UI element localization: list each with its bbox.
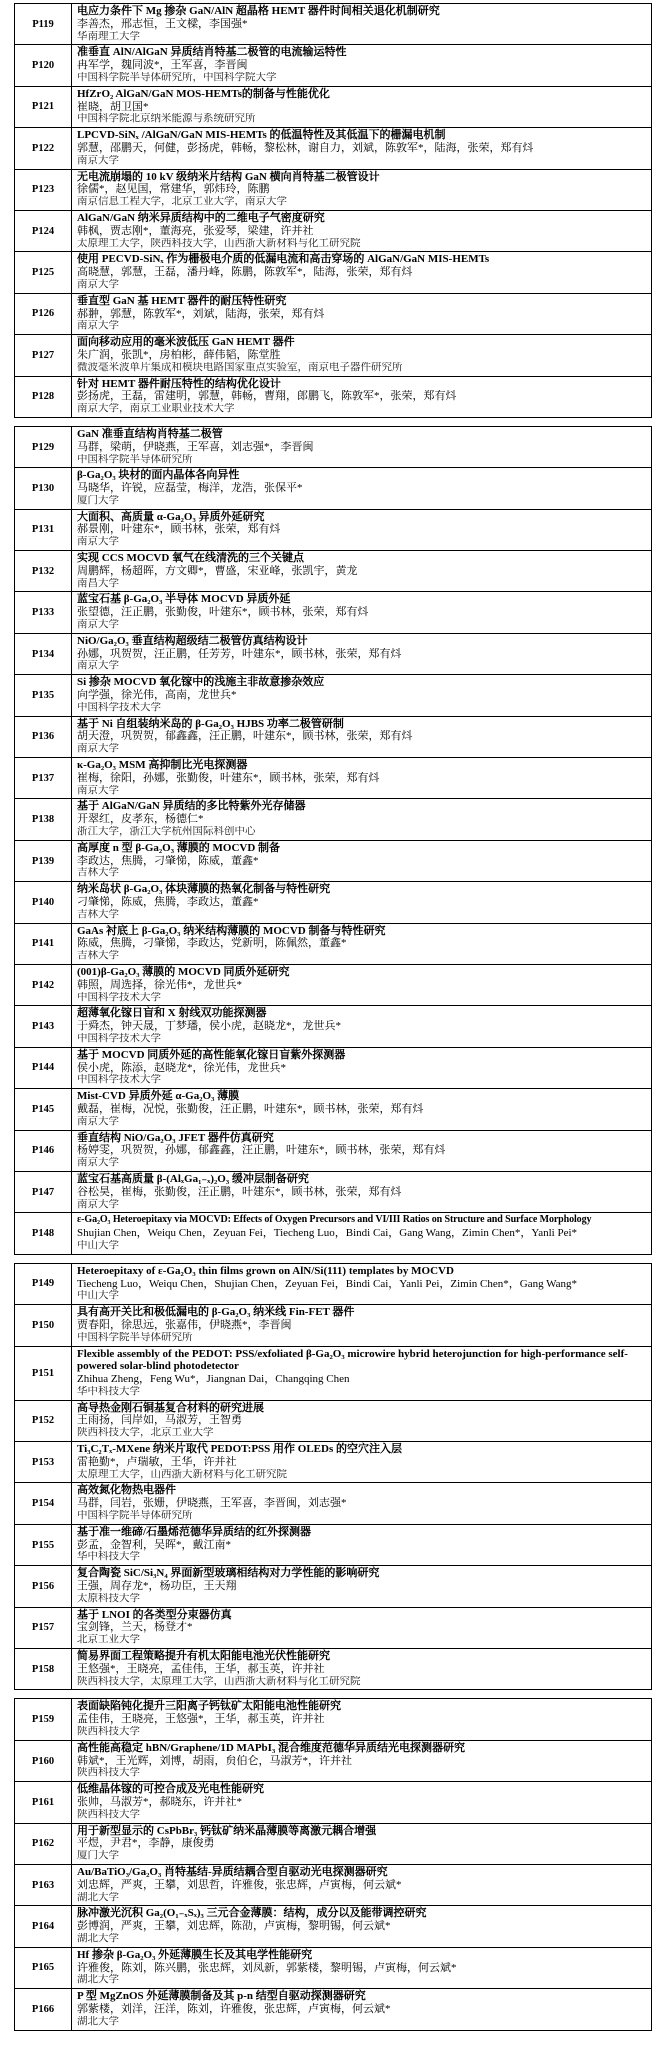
poster-affiliation: 南京大学 xyxy=(77,278,119,290)
poster-entry xyxy=(15,758,652,799)
poster-authors: 开翠红，皮孝东，杨德仁* xyxy=(77,813,204,826)
poster-id: P147 xyxy=(15,1171,72,1212)
poster-entry xyxy=(15,509,652,550)
poster-id: P152 xyxy=(15,1400,72,1441)
poster-authors: 韩斌*，王光辉，刘博，胡雨，贠伯仑，马淑芳*，许并社 xyxy=(77,1754,352,1767)
poster-affiliation: 陕西科技大学，北京工业大学 xyxy=(77,1427,214,1439)
poster-entry xyxy=(15,1130,652,1171)
poster-title: GaN 准垂直结构肖特基二极管 xyxy=(77,427,223,440)
poster-authors: 郝景刚，叶建东*，顾书林，张荣，郑有炓 xyxy=(77,523,281,536)
poster-entry xyxy=(15,1213,652,1254)
poster-affiliation: 太原科技大学 xyxy=(77,1592,140,1604)
poster-affiliation: 南京大学 xyxy=(77,1157,119,1169)
poster-id: P137 xyxy=(15,758,72,799)
poster-group xyxy=(14,3,652,418)
poster-info xyxy=(72,1566,652,1607)
poster-info xyxy=(72,1649,652,1690)
poster-title: Au/BaTiO₃/Ga₂O₃ 肖特基结-异质结耦合型自驱动光电探测器研究 xyxy=(77,1865,388,1878)
poster-title: 准垂直 AlN/AlGaN 异质结肖特基二极管的电流输运特性 xyxy=(77,46,347,59)
poster-title: AlGaN/GaN 纳米异质结构中的二维电子气密度研究 xyxy=(77,211,325,224)
poster-title: 无电流崩塌的 10 kV 级纳米片结构 GaN 横向肖特基二极管设计 xyxy=(77,170,380,183)
poster-id: P153 xyxy=(15,1442,72,1483)
poster-affiliation: 浙江大学，浙江大学杭州国际科创中心 xyxy=(77,826,256,838)
poster-entry xyxy=(15,1906,652,1947)
poster-id: P126 xyxy=(15,293,72,334)
poster-info xyxy=(72,468,652,509)
poster-group xyxy=(14,1263,652,1691)
poster-authors: 彭孟，金智利，吴晖*，戴江南* xyxy=(77,1538,231,1551)
poster-info xyxy=(72,1213,652,1254)
poster-info xyxy=(72,169,652,210)
poster-info xyxy=(72,882,652,923)
poster-info xyxy=(72,45,652,86)
poster-id: P122 xyxy=(15,128,72,169)
poster-id: P123 xyxy=(15,169,72,210)
poster-info xyxy=(72,1006,652,1047)
poster-info xyxy=(72,1483,652,1524)
poster-title: 电应力条件下 Mg 掺杂 GaN/AlN 超晶格 HEMT 器件时间相关退化机制研究 xyxy=(77,5,440,17)
poster-entry xyxy=(15,551,652,592)
poster-authors: 李善杰，邢志恒，王文樑，李国强* xyxy=(77,17,248,30)
poster-info xyxy=(72,592,652,633)
poster-authors: 王雨扬，闫岸如，马淑芳，王智勇 xyxy=(77,1414,242,1427)
poster-info xyxy=(72,4,652,45)
poster-entry xyxy=(15,1566,652,1607)
poster-id: P150 xyxy=(15,1305,72,1346)
poster-info xyxy=(72,426,652,467)
poster-info xyxy=(72,1607,652,1648)
poster-entry xyxy=(15,169,652,210)
poster-title: Flexible assembly of the PEDOT: PSS/exfoliated β-Ga₂O₃ microwire hybrid heterojunction for high-performance self-powered solar-blind photodetector xyxy=(77,1347,628,1373)
poster-authors: 陈威，焦腾，刁肇悌，李政达，党新明，陈佩然，董鑫* xyxy=(77,937,347,950)
poster-info xyxy=(72,675,652,716)
poster-entry xyxy=(15,840,652,881)
poster-title: 基于 MOCVD 同质外延的高性能氧化镓日盲紫外探测器 xyxy=(77,1048,346,1061)
poster-authors: Tiecheng Luo，Weiqu Chen，Shujian Chen，Zeyuan Fei，Bindi Cai，Yanli Pei，Zimin Chen*，Gang Wang* xyxy=(77,1277,578,1290)
poster-title: 高厚度 n 型 β-Ga₂O₃ 薄膜的 MOCVD 制备 xyxy=(77,841,281,854)
poster-id: P163 xyxy=(15,1864,72,1905)
poster-authors: 崔晓，胡卫国* xyxy=(77,100,149,113)
poster-title: HfZrO₂ AlGaN/GaN MOS-HEMTs的制备与性能优化 xyxy=(77,87,330,100)
poster-title: 脉冲激光沉积 Ga₂(O₁₋ₓSₓ)₃ 三元合金薄膜：结构，成分以及能带调控研究 xyxy=(77,1907,427,1920)
poster-affiliation: 南京信息工程大学，北京工业大学，南京大学 xyxy=(77,196,287,208)
poster-info xyxy=(72,1823,652,1864)
poster-title: 垂直结构 NiO/Ga₂O₃ JFET 器件仿真研究 xyxy=(77,1131,274,1144)
poster-id: P159 xyxy=(15,1699,72,1740)
poster-info xyxy=(72,551,652,592)
poster-entry xyxy=(15,1947,652,1988)
poster-id: P154 xyxy=(15,1483,72,1524)
poster-id: P158 xyxy=(15,1649,72,1690)
poster-info xyxy=(72,1947,652,1988)
poster-entry xyxy=(15,1089,652,1130)
poster-title: Ti₃C₂Tₓ-MXene 纳米片取代 PEDOT:PSS 用作 OLEDs 的空穴注入层 xyxy=(77,1443,402,1456)
poster-info xyxy=(72,1740,652,1781)
poster-affiliation: 南京大学 xyxy=(77,536,119,548)
poster-title: 基于 LNOI 的各类型分束器仿真 xyxy=(77,1608,232,1621)
poster-entry xyxy=(15,1400,652,1441)
poster-authors: 宝剑锋，兰天，杨登才* xyxy=(77,1621,193,1634)
poster-title: 用于新型显示的 CsPbBr₃ 钙钛矿纳米晶薄膜等离激元耦合增强 xyxy=(77,1824,377,1837)
poster-info xyxy=(72,964,652,1005)
poster-entry xyxy=(15,45,652,86)
poster-authors: 马群，梁萌，伊晓燕，王军喜，刘志强*，李晋闽 xyxy=(77,440,314,453)
poster-affiliation: 中国科学技术大学 xyxy=(77,1074,161,1086)
poster-title: 高效氮化物热电器件 xyxy=(77,1484,176,1497)
poster-title: 垂直型 GaN 基 HEMT 器件的耐压特性研究 xyxy=(77,294,287,307)
poster-id: P146 xyxy=(15,1130,72,1171)
poster-entry xyxy=(15,252,652,293)
poster-authors: 杨婷雯，巩贺贺，孙娜，郁鑫鑫，汪正鹏，叶建东*，顾书林，张荣，郑有炓 xyxy=(77,1144,446,1157)
poster-id: P155 xyxy=(15,1524,72,1565)
poster-affiliation: 北京工业大学 xyxy=(77,1634,140,1646)
poster-entry xyxy=(15,1346,652,1400)
poster-id: P161 xyxy=(15,1782,72,1823)
poster-authors: 于舜杰，钟天晟，丁梦璠，侯小虎，赵晓龙*，龙世兵* xyxy=(77,1020,341,1033)
poster-entry xyxy=(15,882,652,923)
poster-authors: 王强，周存龙*，杨功臣，王天翔 xyxy=(77,1580,237,1593)
poster-entry xyxy=(15,1989,652,2030)
poster-authors: 贾春阳，徐思远，张嘉伟，伊晓燕*，李晋闽 xyxy=(77,1318,292,1331)
poster-entry xyxy=(15,1740,652,1781)
poster-title: 基于 Ni 自组装纳米岛的 β-Ga₂O₃ HJBS 功率二极管研制 xyxy=(77,717,344,730)
poster-affiliation: 吉林大学 xyxy=(77,908,119,920)
poster-info xyxy=(72,1864,652,1905)
poster-id: P131 xyxy=(15,509,72,550)
poster-authors: Shujian Chen，Weiqu Chen，Zeyuan Fei，Tiecheng Luo，Bindi Cai，Gang Wang，Zimin Chen*，Yanli Pei* xyxy=(77,1227,578,1240)
poster-id: P139 xyxy=(15,840,72,881)
poster-id: P132 xyxy=(15,551,72,592)
poster-info xyxy=(72,1699,652,1740)
poster-entry xyxy=(15,633,652,674)
poster-affiliation: 中山大学 xyxy=(77,1239,119,1251)
poster-id: P143 xyxy=(15,1006,72,1047)
poster-authors: 韩枫，贾志刚*，董海亮，张爱琴，梁建，许并社 xyxy=(77,224,314,237)
poster-affiliation: 湖北大学 xyxy=(77,1891,119,1903)
poster-affiliation: 南京大学 xyxy=(77,660,119,672)
poster-authors: Zhihua Zheng，Feng Wu*，Jiangnan Dai，Changqing Chen xyxy=(77,1373,350,1386)
poster-entry xyxy=(15,1006,652,1047)
poster-title: β-Ga₂O₃ 块材的面内晶体各向异性 xyxy=(77,469,240,482)
poster-id: P119 xyxy=(15,4,72,45)
poster-id: P140 xyxy=(15,882,72,923)
poster-title: Mist-CVD 异质外延 α-Ga₂O₃ 薄膜 xyxy=(77,1090,240,1103)
poster-authors: 郭紫楼，刘洋，汪洋，陈刘，许雅俊，张忠辉，卢寅梅，何云斌* xyxy=(77,2002,391,2015)
poster-entry xyxy=(15,293,652,334)
poster-title: 实现 CCS MOCVD 氧气在线清洗的三个关键点 xyxy=(77,552,305,565)
poster-entry xyxy=(15,1305,652,1346)
poster-id: P148 xyxy=(15,1213,72,1254)
poster-entry xyxy=(15,335,652,376)
poster-title: 针对 HEMT 器件耐压特性的结构优化设计 xyxy=(77,377,281,390)
poster-authors: 胡天澄，巩贺贺，郁鑫鑫，汪正鹏，叶建东*，顾书林，张荣，郑有炓 xyxy=(77,730,413,743)
poster-affiliation: 吉林大学 xyxy=(77,867,119,879)
poster-title: Si 掺杂 MOCVD 氧化镓中的浅施主非故意掺杂效应 xyxy=(77,676,325,689)
poster-title: NiO/Ga₂O₃ 垂直结构超级结二极管仿真结构设计 xyxy=(77,634,308,647)
poster-id: P142 xyxy=(15,964,72,1005)
poster-id: P157 xyxy=(15,1607,72,1648)
poster-entry xyxy=(15,1171,652,1212)
poster-authors: 彭博润，严爽，王攀，刘忠辉，陈劭，卢寅梅，黎明锡，何云斌* xyxy=(77,1920,391,1933)
poster-authors: 徐儒*，赵见国，常建华，郭炜玲，陈鹏 xyxy=(77,183,270,196)
poster-entry xyxy=(15,426,652,467)
poster-info xyxy=(72,1305,652,1346)
poster-affiliation: 南京大学 xyxy=(77,154,119,166)
poster-title: 基于准一维碲/石墨烯范德华异质结的红外探测器 xyxy=(77,1525,312,1538)
poster-title: 简易界面工程策略提升有机太阳能电池光伏性能研究 xyxy=(77,1650,330,1663)
poster-info xyxy=(72,1442,652,1483)
poster-affiliation: 华中科技大学 xyxy=(77,1551,140,1563)
poster-affiliation: 太原理工大学，山西浙大新材料与化工研究院 xyxy=(77,1468,287,1480)
poster-authors: 马晓华，许锐，应磊莹，梅洋，龙浩，张保平* xyxy=(77,482,303,495)
poster-entry xyxy=(15,1524,652,1565)
poster-authors: 刁肇悌，陈威，焦腾，李政达，董鑫* xyxy=(77,896,259,908)
poster-info xyxy=(72,128,652,169)
poster-title: 面向移动应用的毫米波低压 GaN HEMT 器件 xyxy=(77,336,295,349)
poster-affiliation: 陕西科技大学，太原理工大学，山西浙大新材料与化工研究院 xyxy=(77,1675,361,1687)
poster-authors: 郝翀，郭慧，陈敦军*，刘斌，陆海，张荣，郑有炓 xyxy=(77,307,325,320)
poster-entry xyxy=(15,1263,652,1304)
poster-info xyxy=(72,1524,652,1565)
poster-authors: 韩照，周选择，徐光伟*，龙世兵* xyxy=(77,978,242,991)
poster-group xyxy=(14,426,652,1255)
poster-title: 使用 PECVD-SiNₓ 作为栅极电介质的低漏电流和高击穿场的 AlGaN/GaN MIS-HEMTs xyxy=(77,253,490,266)
poster-info xyxy=(72,1906,652,1947)
poster-entry xyxy=(15,1047,652,1088)
poster-affiliation: 南京大学 xyxy=(77,743,119,755)
poster-affiliation: 吉林大学 xyxy=(77,950,119,962)
poster-program-list xyxy=(14,3,652,2039)
poster-title: 复合陶瓷 SiC/Si₃N₄ 界面新型玻璃相结构对力学性能的影响研究 xyxy=(77,1567,380,1580)
poster-id: P164 xyxy=(15,1906,72,1947)
poster-title: 高导热金刚石铜基复合材料的研究进展 xyxy=(77,1401,264,1414)
poster-affiliation: 南京大学 xyxy=(77,619,119,631)
poster-entry xyxy=(15,799,652,840)
poster-authors: 郭慧，邵鹏天，何健，彭扬虎，韩畅，黎松林，谢自力，刘斌，陈敦军*，陆海，张荣，郑有炓 xyxy=(77,141,534,154)
poster-title: κ-Ga₂O₃ MSM 高抑制比光电探测器 xyxy=(77,759,248,772)
poster-affiliation: 南京大学 xyxy=(77,320,119,332)
poster-id: P166 xyxy=(15,1989,72,2030)
poster-affiliation: 中国科学院半导体研究所 xyxy=(77,453,193,465)
poster-title: 表面缺陷钝化提升三阳离子钙钛矿太阳能电池性能研究 xyxy=(77,1700,341,1713)
poster-id: P135 xyxy=(15,675,72,716)
poster-info xyxy=(72,758,652,799)
poster-id: P145 xyxy=(15,1089,72,1130)
poster-info xyxy=(72,840,652,881)
poster-info xyxy=(72,1346,652,1400)
poster-id: P165 xyxy=(15,1947,72,1988)
poster-group xyxy=(14,1698,652,2030)
poster-affiliation: 微波毫米波单片集成和模块电路国家重点实验室，南京电子器件研究所 xyxy=(77,361,403,373)
poster-affiliation: 中国科学技术大学 xyxy=(77,991,161,1003)
poster-authors: 戴磊，崔梅，况悦，张勤俊，汪正鹏，叶建东*，顾书林，张荣，郑有炓 xyxy=(77,1102,424,1115)
poster-affiliation: 中国科学技术大学 xyxy=(77,1032,161,1044)
poster-affiliation: 南京大学 xyxy=(77,1115,119,1127)
poster-info xyxy=(72,1782,652,1823)
poster-id: P124 xyxy=(15,210,72,251)
poster-id: P138 xyxy=(15,799,72,840)
poster-affiliation: 太原理工大学，陕西科技大学，山西浙大新材料与化工研究院 xyxy=(77,237,361,249)
poster-affiliation: 南京大学 xyxy=(77,1198,119,1210)
poster-entry xyxy=(15,1699,652,1740)
poster-affiliation: 厦门大学 xyxy=(77,1850,119,1862)
poster-info xyxy=(72,1171,652,1212)
poster-info xyxy=(72,86,652,127)
poster-affiliation: 华中科技大学 xyxy=(77,1385,140,1397)
poster-title: 蓝宝石基高质量 β-(AlₓGa₁₋ₓ)₂O₃ 缓冲层制备研究 xyxy=(77,1172,309,1185)
poster-authors: 谷松昊，崔梅，张勤俊，汪正鹏，叶建东*，顾书林，张荣，郑有炓 xyxy=(77,1185,402,1198)
poster-authors: 张帅，马淑芳*，郝晓东，许并社* xyxy=(77,1796,242,1808)
poster-entry xyxy=(15,210,652,251)
poster-title: 高性能高稳定 hBN/Graphene/1D MAPbI₃ 混合维度范德华异质结光电探测器研究 xyxy=(77,1741,466,1754)
poster-id: P134 xyxy=(15,633,72,674)
poster-info xyxy=(72,293,652,334)
poster-id: P125 xyxy=(15,252,72,293)
poster-affiliation: 南昌大学 xyxy=(77,577,119,589)
poster-info xyxy=(72,335,652,376)
poster-affiliation: 中国科学院半导体研究所 xyxy=(77,1331,193,1343)
poster-entry xyxy=(15,1607,652,1648)
poster-affiliation: 中山大学 xyxy=(77,1290,119,1302)
poster-title: Hf 掺杂 β-Ga₂O₃ 外延薄膜生长及其电学性能研究 xyxy=(77,1948,313,1961)
poster-title: P 型 MgZnOS 外延薄膜制备及其 p-n 结型自驱动探测器研究 xyxy=(77,1990,366,2003)
poster-info xyxy=(72,376,652,417)
poster-id: P121 xyxy=(15,86,72,127)
poster-affiliation: 湖北大学 xyxy=(77,2015,119,2027)
poster-authors: 侯小虎，陈添，赵晓龙*，徐光伟，龙世兵* xyxy=(77,1061,286,1074)
poster-id: P133 xyxy=(15,592,72,633)
poster-entry xyxy=(15,1864,652,1905)
poster-entry xyxy=(15,468,652,509)
poster-authors: 王悠强*，王晓亮，孟佳伟，王华，郝玉英，许并社 xyxy=(77,1662,325,1675)
poster-entry xyxy=(15,1442,652,1483)
poster-info xyxy=(72,716,652,757)
poster-title: 具有高开关比和极低漏电的 β-Ga₂O₃ 纳米线 Fin-FET 器件 xyxy=(77,1306,355,1319)
poster-entry xyxy=(15,376,652,417)
poster-title: 超薄氧化镓日盲和 X 射线双功能探测器 xyxy=(77,1007,267,1020)
poster-authors: 朱广润，张凯*，房柏彬，薛伟韬，陈堂胜 xyxy=(77,348,281,361)
poster-id: P162 xyxy=(15,1823,72,1864)
poster-title: 蓝宝石基 β-Ga₂O₃ 半导体 MOCVD 异质外延 xyxy=(77,593,291,606)
poster-id: P160 xyxy=(15,1740,72,1781)
poster-affiliation: 陕西科技大学 xyxy=(77,1808,140,1820)
poster-info xyxy=(72,799,652,840)
poster-title: 大面积、高质量 α-Ga₂O₃ 异质外延研究 xyxy=(77,510,265,523)
poster-id: P130 xyxy=(15,468,72,509)
poster-id: P141 xyxy=(15,923,72,964)
poster-info xyxy=(72,1047,652,1088)
poster-authors: 崔梅，徐阳，孙娜，张勤俊，叶建东*，顾书林，张荣，郑有炓 xyxy=(77,771,380,784)
poster-affiliation: 华南理工大学 xyxy=(77,30,140,42)
poster-authors: 孙娜，巩贺贺，汪正鹏，任芳芳，叶建东*，顾书林，张荣，郑有炓 xyxy=(77,647,402,660)
poster-entry xyxy=(15,4,652,45)
poster-affiliation: 中国科学院北京纳米能源与系统研究所 xyxy=(77,113,256,125)
poster-info xyxy=(72,1089,652,1130)
poster-title: LPCVD-SiNₓ /AlGaN/GaN MIS-HEMTs 的低温特性及其低温下的栅漏电机制 xyxy=(77,129,446,142)
poster-entry xyxy=(15,592,652,633)
poster-title: GaAs 衬底上 β-Ga₂O₃ 纳米结构薄膜的 MOCVD 制备与特性研究 xyxy=(77,924,386,937)
poster-id: P136 xyxy=(15,716,72,757)
poster-affiliation: 中国科学院半导体研究所 xyxy=(77,1510,193,1522)
poster-id: P127 xyxy=(15,335,72,376)
poster-info xyxy=(72,1989,652,2030)
poster-title: 纳米岛状 β-Ga₂O₃ 体块薄膜的热氧化制备与特性研究 xyxy=(77,883,331,896)
poster-info xyxy=(72,923,652,964)
poster-affiliation: 南京大学 xyxy=(77,784,119,796)
poster-authors: 孟佳伟，王晓亮，王悠强*，王华，郝玉英，许并社 xyxy=(77,1713,325,1726)
poster-entry xyxy=(15,86,652,127)
poster-title: 基于 AlGaN/GaN 异质结的多比特紫外光存储器 xyxy=(77,800,306,813)
poster-info xyxy=(72,633,652,674)
poster-affiliation: 中国科学技术大学 xyxy=(77,701,161,713)
poster-authors: 向学强，徐光伟，高南，龙世兵* xyxy=(77,689,237,702)
poster-affiliation: 湖北大学 xyxy=(77,1974,119,1986)
poster-affiliation: 湖北大学 xyxy=(77,1932,119,1944)
poster-authors: 许雅俊，陈刘，陈兴鹏，张忠辉，刘凤新，郭紫楼，黎明锡，卢寅梅，何云斌* xyxy=(77,1961,457,1974)
poster-info xyxy=(72,1130,652,1171)
poster-entry xyxy=(15,1483,652,1524)
poster-info xyxy=(72,1400,652,1441)
poster-id: P128 xyxy=(15,376,72,417)
poster-entry xyxy=(15,716,652,757)
poster-affiliation: 中国科学院半导体研究所，中国科学院大学 xyxy=(77,71,277,83)
poster-id: P120 xyxy=(15,45,72,86)
poster-id: P151 xyxy=(15,1346,72,1400)
poster-entry xyxy=(15,923,652,964)
poster-id: P149 xyxy=(15,1263,72,1304)
poster-entry xyxy=(15,128,652,169)
poster-authors: 平煜，尹君*，李静，康俊勇 xyxy=(77,1837,215,1850)
poster-affiliation: 陕西科技大学 xyxy=(77,1767,140,1779)
poster-authors: 李政达，焦腾，刁肇悌，陈威，董鑫* xyxy=(77,854,259,867)
poster-info xyxy=(72,1263,652,1304)
poster-info xyxy=(72,252,652,293)
poster-title: ε-Ga₂O₃ Heteroepitaxy via MOCVD: Effects of Oxygen Precursors and VI/III Ratios on Structure and Surface Morphology xyxy=(77,1214,592,1226)
poster-entry xyxy=(15,675,652,716)
poster-info xyxy=(72,210,652,251)
poster-entry xyxy=(15,1782,652,1823)
poster-authors: 马群，闫岩，张姗，伊晓燕，王军喜，李晋闽，刘志强* xyxy=(77,1497,347,1510)
poster-affiliation: 陕西科技大学 xyxy=(77,1726,140,1738)
poster-affiliation: 南京大学，南京工业职业技术大学 xyxy=(77,403,235,415)
poster-authors: 彭扬虎，王磊，雷建明，郭慧，韩畅，曹翔，郎鹏飞，陈敦军*，张荣，郑有炓 xyxy=(77,390,457,403)
poster-authors: 冉军学，魏同波*，王军喜，李晋闽 xyxy=(77,59,248,72)
poster-title: (001)β-Ga₂O₃ 薄膜的 MOCVD 同质外延研究 xyxy=(77,965,290,978)
poster-entry xyxy=(15,1649,652,1690)
poster-authors: 雷艳勤*，卢瑞敏，王华，许并社 xyxy=(77,1455,237,1468)
poster-affiliation: 厦门大学 xyxy=(77,494,119,506)
poster-id: P129 xyxy=(15,426,72,467)
poster-title: Heteroepitaxy of ε-Ga₂O₃ thin films grown on AlN/Si(111) templates by MOCVD xyxy=(77,1264,454,1277)
poster-authors: 周鹏辉，杨超晖，方文卿*，曹盛，宋亚峰，张凯宇，黄龙 xyxy=(77,564,358,577)
poster-id: P156 xyxy=(15,1566,72,1607)
poster-id: P144 xyxy=(15,1047,72,1088)
poster-authors: 高晓慧，郭慧，王磊，潘丹峰，陈鹏，陈敦军*，陆海，张荣，郑有炓 xyxy=(77,266,413,279)
poster-authors: 刘忠辉，严爽，王攀，刘思哲，许雅俊，张忠辉，卢寅梅，何云斌* xyxy=(77,1878,402,1891)
poster-info xyxy=(72,509,652,550)
poster-entry xyxy=(15,1823,652,1864)
poster-entry xyxy=(15,964,652,1005)
poster-authors: 张望德，汪正鹏，张勤俊，叶建东*，顾书林，张荣，郑有炓 xyxy=(77,606,369,619)
poster-title: 低维晶体镓的可控合成及光电性能研究 xyxy=(77,1783,264,1796)
